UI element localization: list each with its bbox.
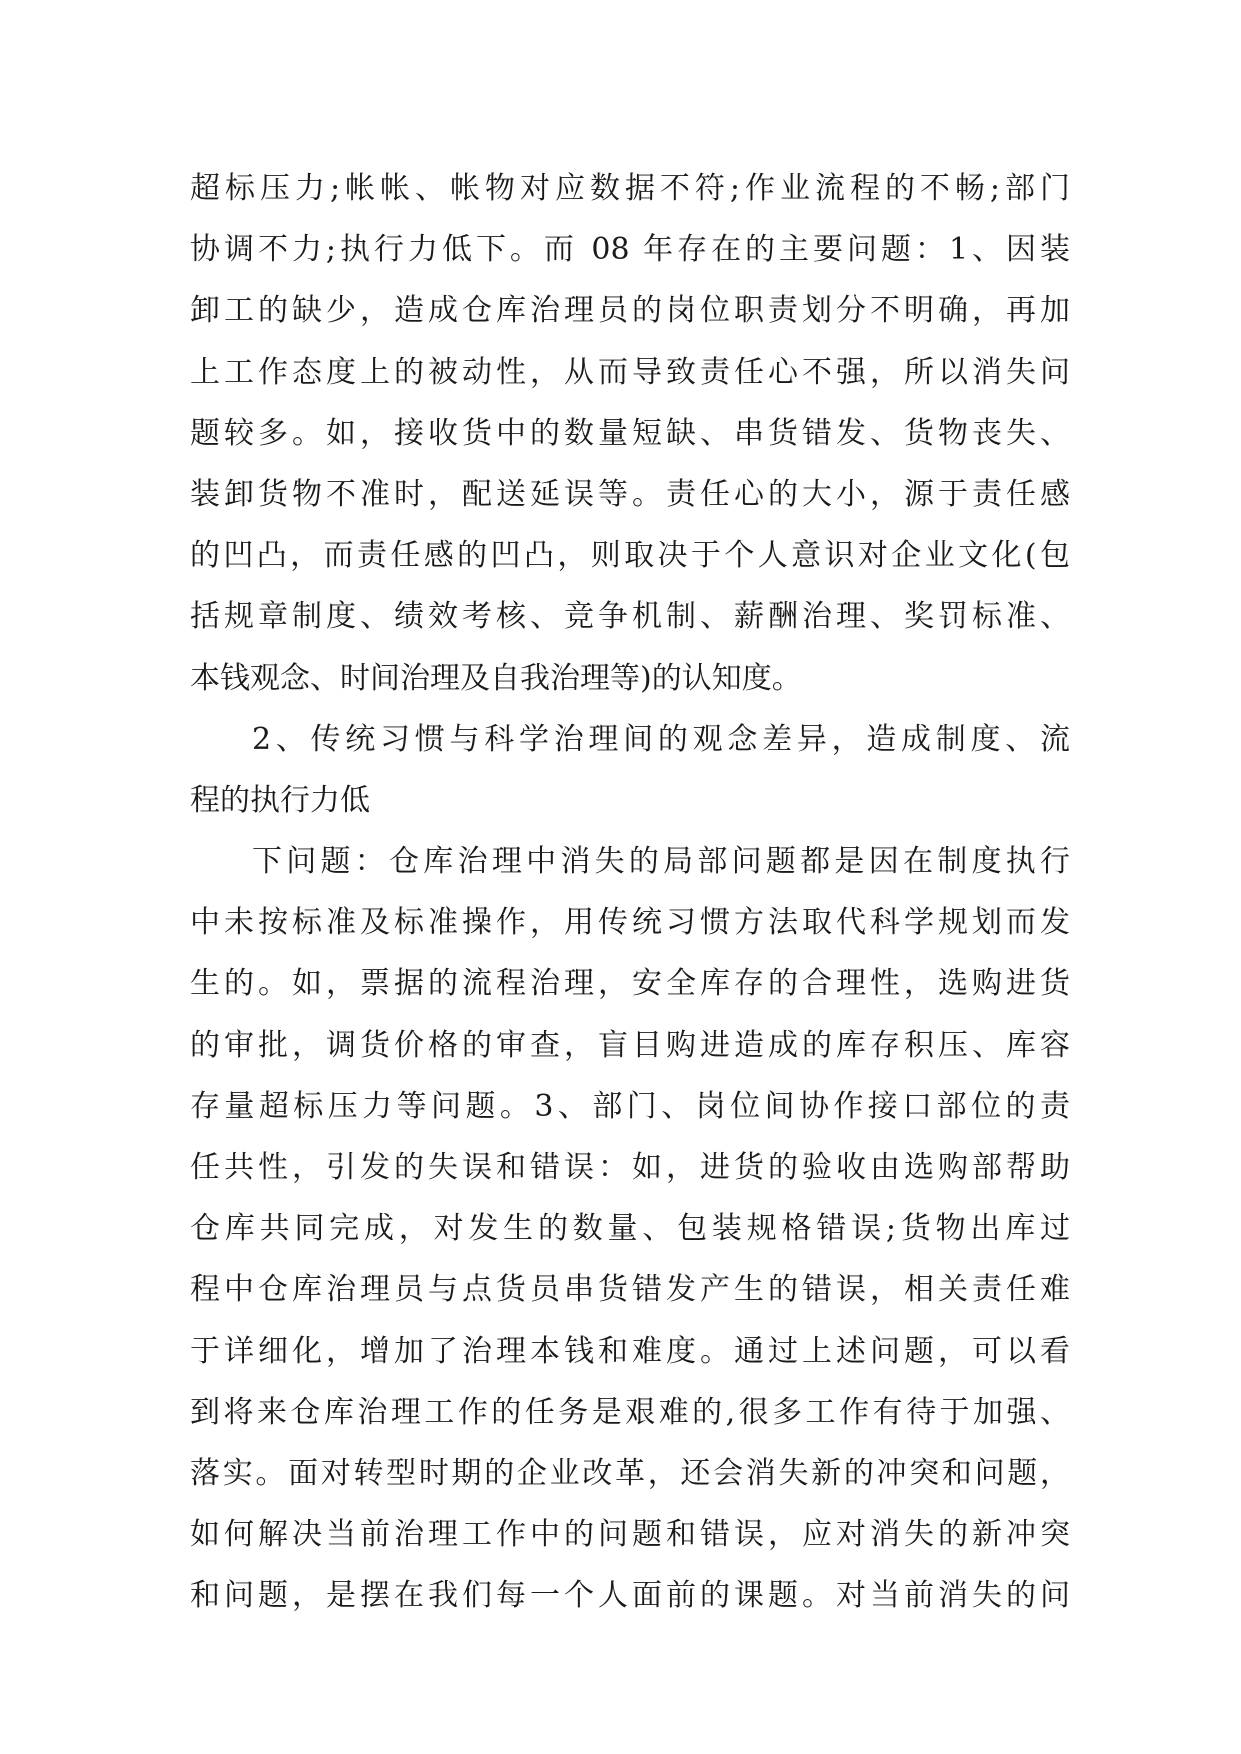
text-line-1: 超标压力;帐帐、帐物对应数据不符;作业流程的不畅;部门 — [190, 171, 1070, 206]
text-line-8: 括规章制度、绩效考核、竞争机制、薪酬治理、奖罚标准、 — [190, 599, 1070, 635]
text-line-4: 上工作态度上的被动性，从而导致责任心不强，所以消失问 — [190, 354, 1070, 390]
text-line-19: 程中仓库治理员与点货员串货错发产生的错误，相关责任难 — [190, 1272, 1070, 1308]
text-line-2: 协调不力;执行力低下。而 08 年存在的主要问题：1、因装 — [190, 232, 1070, 268]
text-line-12: 下问题：仓库治理中消失的局部问题都是因在制度执行 — [252, 844, 1070, 880]
text-line-16: 存量超标压力等问题。3、部门、岗位间协作接口部位的责 — [190, 1088, 1070, 1124]
text-line-9: 本钱观念、时间治理及自我治理等)的认知度。 — [190, 660, 802, 696]
text-line-7: 的凹凸，而责任感的凹凸，则取决于个人意识对企业文化(包 — [190, 538, 1070, 574]
text-line-20: 于详细化，增加了治理本钱和难度。通过上述问题，可以看 — [190, 1333, 1070, 1369]
text-line-22: 落实。面对转型时期的企业改革，还会消失新的冲突和问题， — [190, 1455, 1070, 1491]
text-line-3: 卸工的缺少，造成仓库治理员的岗位职责划分不明确，再加 — [190, 293, 1070, 329]
text-line-23: 如何解决当前治理工作中的问题和错误，应对消失的新冲突 — [190, 1517, 1070, 1553]
text-line-17: 任共性，引发的失误和错误：如，进货的验收由选购部帮助 — [190, 1150, 1070, 1185]
text-line-10: 2、传统习惯与科学治理间的观念差异，造成制度、流 — [252, 721, 1070, 757]
text-line-14: 生的。如，票据的流程治理，安全库存的合理性，选购进货 — [190, 966, 1070, 1002]
body-text — [190, 158, 1070, 1627]
text-line-21: 到将来仓库治理工作的任务是艰难的,很多工作有待于加强、 — [190, 1394, 1070, 1430]
text-line-5: 题较多。如，接收货中的数量短缺、串货错发、货物丧失、 — [190, 415, 1070, 451]
text-line-24: 和问题，是摆在我们每一个人面前的课题。对当前消失的问 — [190, 1578, 1070, 1614]
text-line-18: 仓库共同完成，对发生的数量、包装规格错误;货物出库过 — [190, 1211, 1070, 1247]
text-line-11: 程的执行力低 — [190, 782, 370, 818]
text-line-15: 的审批，调货价格的审查，盲目购进造成的库存积压、库容 — [190, 1027, 1070, 1063]
text-line-13: 中未按标准及标准操作，用传统习惯方法取代科学规划而发 — [190, 905, 1070, 941]
text-line-6: 装卸货物不准时，配送延误等。责任心的大小，源于责任感 — [190, 476, 1070, 512]
